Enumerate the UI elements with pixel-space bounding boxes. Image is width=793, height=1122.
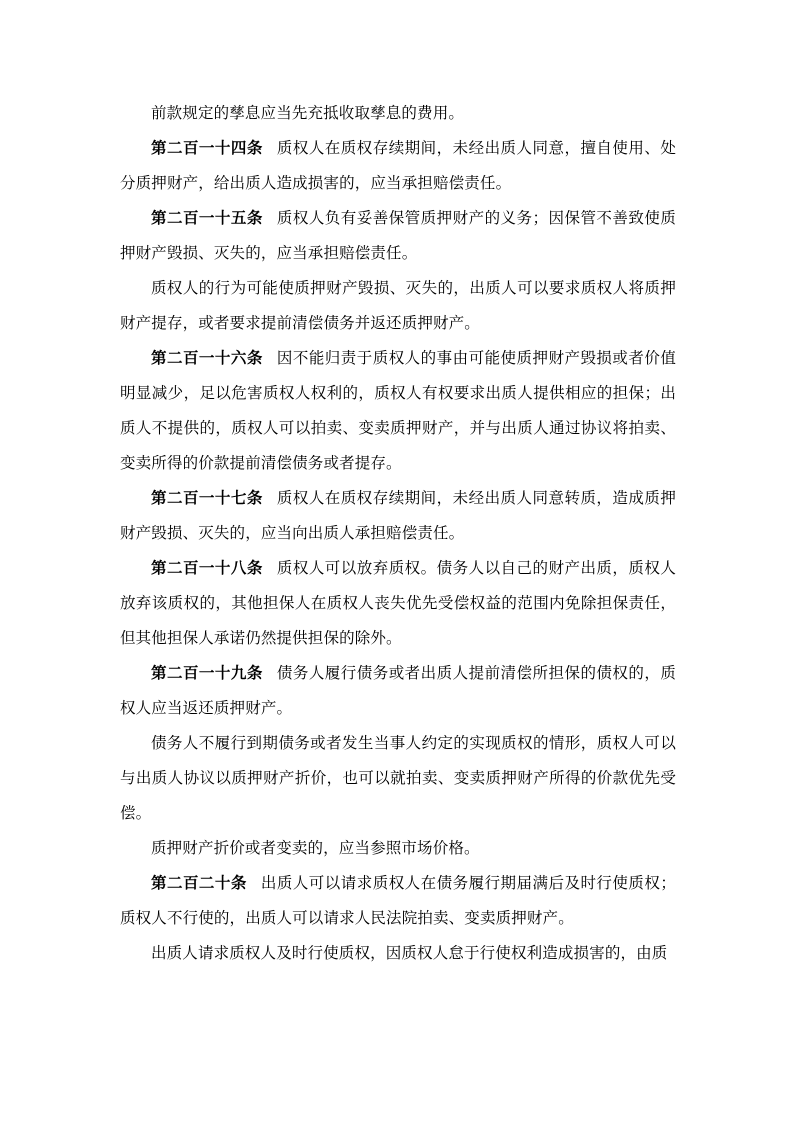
paragraph-text: 出质人请求质权人及时行使质权，因质权人怠于行使权利造成损害的，由质 <box>151 944 668 962</box>
paragraph <box>120 96 676 131</box>
paragraph <box>120 341 676 481</box>
paragraph <box>120 551 676 656</box>
paragraph-text: 质权人负有妥善保管质押财产的义务；因保管不善致使质押财产毁损、灭失的，应当承担赔偿责任。 <box>120 209 676 262</box>
paragraph-text: 出质人可以请求质权人在债务履行期届满后及时行使质权；质权人不行使的，出质人可以请求人民法院拍卖、变卖质押财产。 <box>120 874 676 927</box>
paragraph-text: 质权人的行为可能使质押财产毁损、灭失的，出质人可以要求质权人将质押财产提存，或者要求提前清偿债务并返还质押财产。 <box>120 279 676 332</box>
article-number: 第二百一十九条 <box>151 664 263 682</box>
document-body <box>120 96 676 971</box>
paragraph <box>120 831 676 866</box>
paragraph <box>120 271 676 341</box>
article-number: 第二百一十四条 <box>151 139 263 157</box>
article-number: 第二百一十七条 <box>151 489 263 507</box>
article-number: 第二百二十条 <box>151 874 247 892</box>
paragraph <box>120 656 676 726</box>
paragraph-text: 债务人不履行到期债务或者发生当事人约定的实现质权的情形，质权人可以与出质人协议以质押财产折价，也可以就拍卖、变卖质押财产所得的价款优先受偿。 <box>120 734 676 822</box>
article-number: 第二百一十八条 <box>151 559 263 577</box>
paragraph-text: 质押财产折价或者变卖的，应当参照市场价格。 <box>151 839 480 857</box>
paragraph-text: 质权人可以放弃质权。债务人以自己的财产出质，质权人放弃该质权的，其他担保人在质权人丧失优先受偿权益的范围内免除担保责任，但其他担保人承诺仍然提供担保的除外。 <box>120 559 676 647</box>
paragraph <box>120 726 676 831</box>
paragraph-text: 质权人在质权存续期间，未经出质人同意，擅自使用、处分质押财产，给出质人造成损害的，应当承担赔偿责任。 <box>120 139 676 192</box>
paragraph-text: 质权人在质权存续期间，未经出质人同意转质，造成质押财产毁损、灭失的，应当向出质人承担赔偿责任。 <box>120 489 676 542</box>
article-number: 第二百一十六条 <box>151 349 263 367</box>
paragraph-text: 债务人履行债务或者出质人提前清偿所担保的债权的，质权人应当返还质押财产。 <box>120 664 676 717</box>
paragraph <box>120 481 676 551</box>
paragraph <box>120 936 676 971</box>
paragraph <box>120 866 676 936</box>
paragraph-text: 因不能归责于质权人的事由可能使质押财产毁损或者价值明显减少，足以危害质权人权利的，质权人有权要求出质人提供相应的担保；出质人不提供的，质权人可以拍卖、变卖质押财产，并与出质人通过协议将拍卖、变卖所得的价款提前清偿债务或者提存。 <box>120 349 676 472</box>
paragraph <box>120 201 676 271</box>
paragraph-text: 前款规定的孳息应当先充抵收取孳息的费用。 <box>151 104 465 122</box>
article-number: 第二百一十五条 <box>151 209 263 227</box>
paragraph <box>120 131 676 201</box>
